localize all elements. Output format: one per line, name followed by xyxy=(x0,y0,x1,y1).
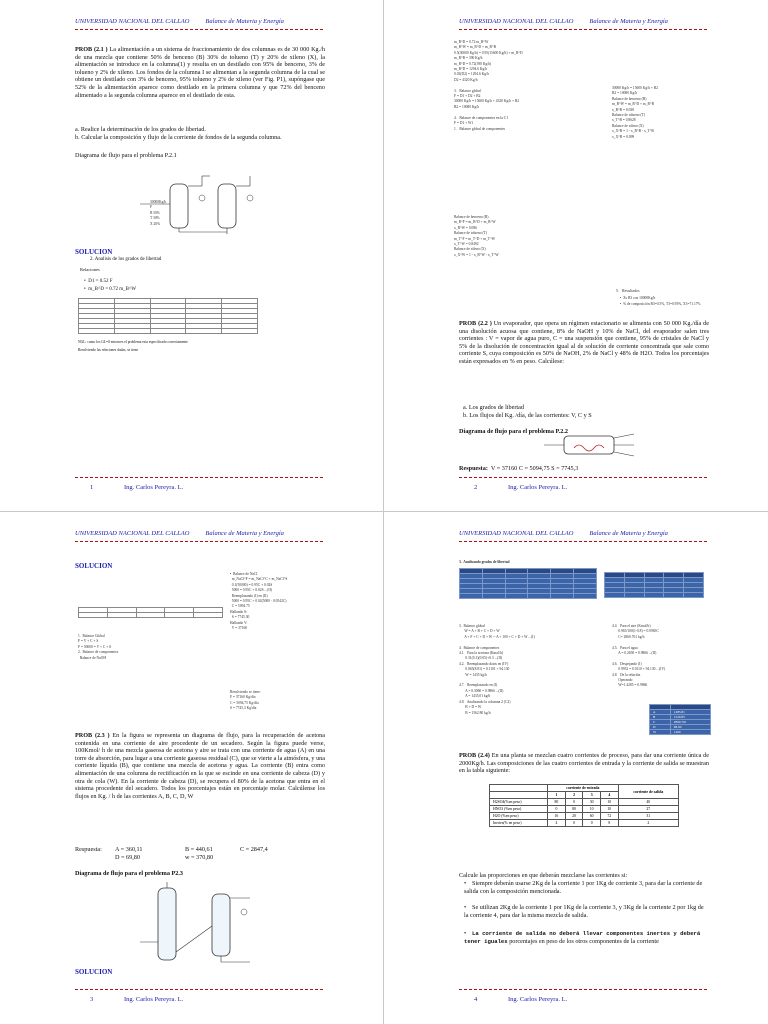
p3-final-2: C = 5094,75 Kg/día xyxy=(230,700,259,705)
problem-label: PROB (2.2 ) xyxy=(459,320,492,327)
ngl-note: NGL: como los GL=0 entonces el problema esta especificado correctamente xyxy=(78,340,188,344)
composition-table xyxy=(489,784,679,827)
item-a: a. Realice la determinación de los grados de libertad. xyxy=(75,126,206,133)
p4-ans-c: B + D = W xyxy=(465,705,482,710)
table-row xyxy=(490,799,679,806)
page-header xyxy=(459,18,668,25)
page-footer xyxy=(474,996,567,1003)
relation-1-text: D1 = 0.52 F xyxy=(88,279,113,284)
footer-author: Ing. Carlos Pereyra. L. xyxy=(508,996,568,1003)
result-2-text: % de composición B3=0.5%, T3=0.95%, X3=71.17% xyxy=(623,302,701,306)
calc-intro: Calcule las proporciones en que deberán mezclarse las corrientes si: xyxy=(459,872,628,879)
table-row xyxy=(490,813,679,820)
cell: 0 xyxy=(565,799,583,806)
footer-author: Ing. Carlos Pereyra. L. xyxy=(508,484,568,491)
row-label: Inertes(% en peso) xyxy=(490,820,548,827)
result-2: • % de composición B3=0.5%, T3=0.95%, X3=71.17% xyxy=(620,302,701,306)
respuesta-label: Respuesta: xyxy=(459,465,488,472)
flow-diagram-p23 xyxy=(140,882,280,964)
p3-math-right: • Balance de NaCl m_NaCl^F = m_NaCl^C + m_NaCl^S 0.1(50000) = 0.95C + 0.02S 5000 = 0.95C + 0.02S ...(II) Reemplazando (I) en (II) 5000 = 0.95C + 0.02(5000 - 0.0542C) C = 5094.75 Hallando S: S = 7745.30 Hallando V: V = 37160 xyxy=(230,572,288,631)
bullet-1-text: Siempre deberán usarse 2Kg de la corriente 1 por 1Kg de corriente 3, para dar la corriente de salida con la composición mencionada. xyxy=(464,880,703,895)
cell: 8 xyxy=(600,820,618,827)
page-footer xyxy=(90,996,183,1003)
diagram-feed-label: 30000Kg/h F B 50% T 30% X 20% xyxy=(150,200,167,226)
problem-text: Un evaporador, que opera un régimen estacionario se alimenta con 50 000 Kg./día de una disolución acuosa que contiene, 8% de NaOH y 10% de NaCl, del evaporador salen tres corrientes : V = vapor de agua puro, C = una suspensión que contiene, 95% de cristales de NaCl y 5% de la disolución de concentración igual al de solución de corriente concentrada que sale como corriente S, cuya composición es 50% de NaOH, 2% de NaCl y 48% de H2O. Todos los porcentajes están expresados en % en peso. Calcúlese: xyxy=(459,320,709,365)
p3-math-left: 1. Balance Global F = V + C + S F = 50000 = V + C + S 2. Balance de componentes Balance de NaOH xyxy=(78,634,119,660)
problem-label: PROB (2.4) xyxy=(459,752,490,759)
respuesta-label: Respuesta: xyxy=(75,846,102,853)
cell-out: 31 xyxy=(618,813,678,820)
evaporator-diagram xyxy=(534,424,644,464)
col-4: 4 xyxy=(600,792,618,799)
rectification-column xyxy=(212,894,230,956)
problem-label: PROB (2.1 ) xyxy=(75,46,108,53)
respuesta xyxy=(459,465,709,473)
relaciones-label: Relaciones xyxy=(80,267,100,272)
table-row xyxy=(490,820,679,827)
problem-statement xyxy=(75,732,325,800)
cell: 10 xyxy=(600,806,618,813)
problem-statement xyxy=(459,752,709,775)
cell: 0 xyxy=(565,820,583,827)
p4-results-table: A 1485.81 B 1520.85 C 2860.761 D 98.90 W 1460 xyxy=(649,704,711,735)
cell: 4 xyxy=(548,820,566,827)
p3-resolve: Resolviendo se tiene: xyxy=(230,690,261,694)
column-1 xyxy=(170,184,188,228)
header-rule xyxy=(75,29,323,30)
result-1: • Xs B3 con 10000Kg/h xyxy=(620,296,656,300)
row-label: HNO3 (%en peso) xyxy=(490,806,548,813)
p4-math-left: 3. Balance global W = A + B + C + D + W A + F + C + D + W -- A + 100 + C + D + W ...(I) 4. Balance de componentes 4.1. Para la acetona (Kmol/h) 0.31(0.1)(0.05)+0.3 ...(II) 4.2. Reemplazando datos en (IV) 0.065(8.81) = 0.1101 + 94.130 W = 1435 kg/h 4.7. Reemplazando en (I) A = 0.3060 = 0.9866 ...(II) A = 1435.01 kg/h 4.8. Analizando la columna 2 (C2) B + D = W B = 1562.80 kg/h xyxy=(459,624,535,715)
header-rule xyxy=(459,29,707,30)
cell: 10 xyxy=(583,806,601,813)
cell: 20 xyxy=(565,813,583,820)
header-university: UNIVERSIDAD NACIONAL DEL CALLAO xyxy=(459,18,574,25)
degrees-freedom-table xyxy=(78,298,258,334)
col-2: 2 xyxy=(565,792,583,799)
problem-statement xyxy=(459,320,709,366)
bullet-2: • Se utilizan 2Kg de la corriente 1 por 1Kg de la corriente 3, y 3Kg de la corriente 2 por 1kg de la corriente 4, para dar la misma mezcla de salida. xyxy=(464,904,704,919)
diagram-title: Diagrama de flujo para el problema P.2.2 xyxy=(459,428,568,435)
header-course: Balance de Materia y Energía xyxy=(589,18,668,25)
math-block-left: m_B^D = 0.72 m_B^W m_B^W = m_B^D + m_B^B 0.5(30000 Kg/h) = 0.95(15600 Kg/h) + m_B^D m_B^B = 390 Kg/h m_B^D = 0.72(390 Kg/h) m_B^D = 1294.6 Kg/h 0.03(D2) = 1294.6 Kg/h D2 = 4320 Kg/h 3. Balance global F = D1 + D2 + B2 30000 Kg/h = 15600 Kg/h + 4320 Kg/h + B2 B2 = 10080 Kg/h 4. Balance de componentes en la C1 F = D1 + W1 1. Balance global de componentes xyxy=(454,40,523,131)
cell: 72 xyxy=(600,813,618,820)
cell: 80 xyxy=(548,799,566,806)
table-corner xyxy=(490,785,548,792)
bullet-3-text: porcentajes en peso de los otros componentes de la corriente xyxy=(509,937,659,945)
relation-2: • m_B^D = 0.72 m_B^W xyxy=(84,287,137,292)
header-course: Balance de Materia y Energía xyxy=(589,530,668,537)
cell: 16 xyxy=(548,813,566,820)
resp-d: D = 69,80 xyxy=(115,854,140,861)
solucion-heading-bottom: SOLUCION xyxy=(75,968,113,976)
p4-blue-table-1 xyxy=(459,568,597,599)
col-1: 1 xyxy=(548,792,566,799)
page-4 xyxy=(384,512,768,1024)
page-number: 2 xyxy=(474,484,478,491)
page-2 xyxy=(384,0,768,512)
page-footer xyxy=(90,484,183,491)
problem-statement xyxy=(75,46,325,99)
col-3: 3 xyxy=(583,792,601,799)
p4-ans-d: B = 1562.80 kg/h xyxy=(465,710,491,715)
resp-a: A = 360,11 xyxy=(115,846,143,853)
relation-1: • D1 = 0.52 F xyxy=(84,279,113,284)
p4-result-c: 2860.761 xyxy=(670,720,710,725)
math-block-lower: Balance de benceno (B) m_B^F = m_B^D + m_B^W x_B^W = 0.086 Balance de tolueno (T) m_T^F = m_T^D + m_T^W x_T^W = 0.8492 Balance de xileno (X) x_X^W = 1 - x_B^W - x_T^W xyxy=(454,215,499,257)
cell: 60 xyxy=(583,813,601,820)
p4-result-a: 1485.81 xyxy=(670,710,710,715)
item-a: a. Los grados de libertad xyxy=(463,404,524,411)
cell-out: 40 xyxy=(618,799,678,806)
footer-rule xyxy=(75,477,323,478)
diagram-title: Diagrama de flujo para el problema P.2.1 xyxy=(75,152,177,159)
footer-author: Ing. Carlos Pereyra. L. xyxy=(124,484,184,491)
results-title: 5. Resultados xyxy=(616,288,640,293)
table-head-out: corriente de salida xyxy=(618,785,678,799)
p3-gl-table xyxy=(78,607,223,618)
p4-blue-table-2 xyxy=(604,572,704,598)
problem-label: PROB (2.3 ) xyxy=(75,732,110,739)
result-1-text: Xs B3 con 10000Kg/h xyxy=(623,296,656,300)
bullet-3-bold: La corriente de salida no deberá llevar componentes inertes y deberá tener iguales xyxy=(464,930,701,945)
cell-out: 2 xyxy=(618,820,678,827)
solucion-heading: SOLUCION xyxy=(75,248,113,256)
header-course: Balance de Materia y Energía xyxy=(205,18,284,25)
row-label: H2O (%en peso) xyxy=(490,813,548,820)
bullet-1: • Siempre deberán usarse 2Kg de la corriente 1 por 1Kg de corriente 3, para dar la corriente de salida con la composición mencionada. xyxy=(464,880,703,895)
item-b: b. Calcular la composición y flujo de la corriente de fondos de la segunda columna. xyxy=(75,134,282,141)
p4-result-b: 1520.85 xyxy=(670,715,710,720)
p3-final-3: S = 7745,3 Kg/día xyxy=(230,706,257,711)
footer-rule xyxy=(75,989,323,990)
problem-text: En una planta se mezclan cuatro corrientes de proceso, para dar una corriente única de 2000Kg/h. Las composiciones de las cuatro corrientes de entrada y la corriente de salida se muestran en la tabla siguiente: xyxy=(459,752,710,775)
math-block-right: 30000 Kg/h = 15600 Kg/h + B2 B2 = 10080 Kg/h Balance de benceno (B) m_B^W = m_B^D + m_B^B x_B^B = 0.038 Balance de tolueno (T) x_T^B = 0.8628 Balance de xileno (X) x_X^B = 1 - x_B^B - x_T^B x_X^B = 0.099 xyxy=(612,86,658,139)
step-heading: 2. Analisis de los grados de libertad xyxy=(90,257,162,262)
bullet-3: • La corriente de salida no deberá llevar componentes inertes y deberá tener iguales porcentajes en peso de los otros componentes de la corriente xyxy=(464,930,701,945)
p3-final-results xyxy=(230,690,261,712)
p4-ans-b: A = 1435.01 kg/h xyxy=(465,694,491,699)
solucion-heading: SOLUCION xyxy=(75,562,113,570)
cell: 80 xyxy=(565,806,583,813)
table-corner-2 xyxy=(490,792,548,799)
resolve-note: Resolviendo las relaciones dadas, se tiene xyxy=(78,348,139,352)
item-b: b. Los flujos del Kg. /día, de las corrientes: V, C y S xyxy=(463,412,592,419)
page-header xyxy=(75,530,284,537)
page-header xyxy=(75,18,284,25)
footer-author: Ing. Carlos Pereyra. L. xyxy=(124,996,184,1003)
p4-math-right: 4.4. Para el aire (Kmol/h) 0.965/100(1-0.8) = 0.0965C C= 2860.761 kg/h 4.5. Para el agua A = 0.2650 = 0.9866 ...(II) 4.6. Despejando (I) 0.9952 = 0.0110 + 94.130 ...(IV) 4.8. De la relación Operando W=1.4285 = 0.9866 xyxy=(612,624,666,688)
page-number: 3 xyxy=(90,996,94,1003)
page-header xyxy=(459,530,668,537)
page-3 xyxy=(0,512,384,1024)
footer-rule xyxy=(459,477,707,478)
cell: 30 xyxy=(583,799,601,806)
p4-ans-a: A = 0.3060 = 0.9866 ...(II) xyxy=(465,688,504,693)
page-footer xyxy=(474,484,567,491)
diagram-title: Diagrama de flujo para el problema P2.3 xyxy=(75,870,183,877)
absorption-tower xyxy=(158,888,176,960)
table-row xyxy=(490,806,679,813)
problem-text: En la figura se representa un diagrama de flujo, para la recuperación de acetona contenida en una corriente de aire procedente de un secadero. Según la figura puede verse, 100Kmol/ h de una mezcla gaseosa de acetona y aire se trata con una corriente de agua (A) en una torre de absorción, para lugar a una corriente gaseosa residual (C), que se vierte a la atmósfera, y una corriente líquida (B), que contiene una mezcla de acetona y agua. La corriente (B) entra como alimentación de una columna de rectificación en la que se escinde en una corriente de cabeza (D) y otra de cola (W). En la corriente de cabeza (D), se recupera el 80% de la acetona que entra en el sistema procedente del secadero. Todos los porcentajes están en porcentaje molar. Calcúlense los flujos en Kg. / h de las corrientes A, B, C, D, W xyxy=(75,732,326,800)
row-label: H2SO4(%en peso) xyxy=(490,799,548,806)
header-rule xyxy=(75,541,323,542)
relation-2-text: m_B^D = 0.72 m_B^W xyxy=(88,287,137,292)
resp-b: B = 440,61 xyxy=(185,846,213,853)
column-2 xyxy=(218,184,236,228)
cell: 0 xyxy=(583,820,601,827)
bullet-2-text: Se utilizan 2Kg de la corriente 1 por 1Kg de la corriente 3, y 3Kg de la corriente 2 por 1kg de la corriente 4, para dar la misma mezcla de salida. xyxy=(464,904,704,919)
problem-text: La alimentación a un sistema de fraccionamiento de dos columnas es de 30 000 Kg./h de una mezcla que contiene 50% de benceno (B) 30% de tolueno (T) y 20% de xileno (X), la alimentación se introduce en la columna(1) y resulta en un destilado con 95% de benceno, 3% de tolueno y 2% de xileno. Los fondos de la columna I se alimentan a la segunda columna de la cual se obtiene un destilado con 3% de benceno, 95% tolueno y 2% de xileno (ver Fig. P1), supóngase que 52% de la alimentación aparece como destilado en la primera columna y que 72% del benceno alimentado a la segunda columna aparece en el destilado de esta. xyxy=(75,46,326,99)
page-number: 4 xyxy=(474,996,478,1003)
table-head-in: corriente de entrada xyxy=(548,785,619,792)
cell: 10 xyxy=(600,799,618,806)
page-number: 1 xyxy=(90,484,94,491)
header-university: UNIVERSIDAD NACIONAL DEL CALLAO xyxy=(75,18,190,25)
footer-rule xyxy=(459,989,707,990)
header-course: Balance de Materia y Energía xyxy=(205,530,284,537)
resp-c: C = 2847,4 xyxy=(240,846,268,853)
header-university: UNIVERSIDAD NACIONAL DEL CALLAO xyxy=(75,530,190,537)
p3-final-1: F = 37160 Kg/día xyxy=(230,695,256,700)
page-1 xyxy=(0,0,384,512)
cell: 0 xyxy=(548,806,566,813)
cell-out: 27 xyxy=(618,806,678,813)
header-rule xyxy=(459,541,707,542)
p4-result-w: 1460 xyxy=(670,730,710,735)
p4-top-title: 3. Analisando grados de libertad xyxy=(459,560,510,564)
respuesta-values: V = 37160 C = 5094,75 S = 7745,3 xyxy=(490,465,579,472)
header-university: UNIVERSIDAD NACIONAL DEL CALLAO xyxy=(459,530,574,537)
resp-w: w = 370,80 xyxy=(185,854,214,861)
p4-result-d: 98.90 xyxy=(670,725,710,730)
